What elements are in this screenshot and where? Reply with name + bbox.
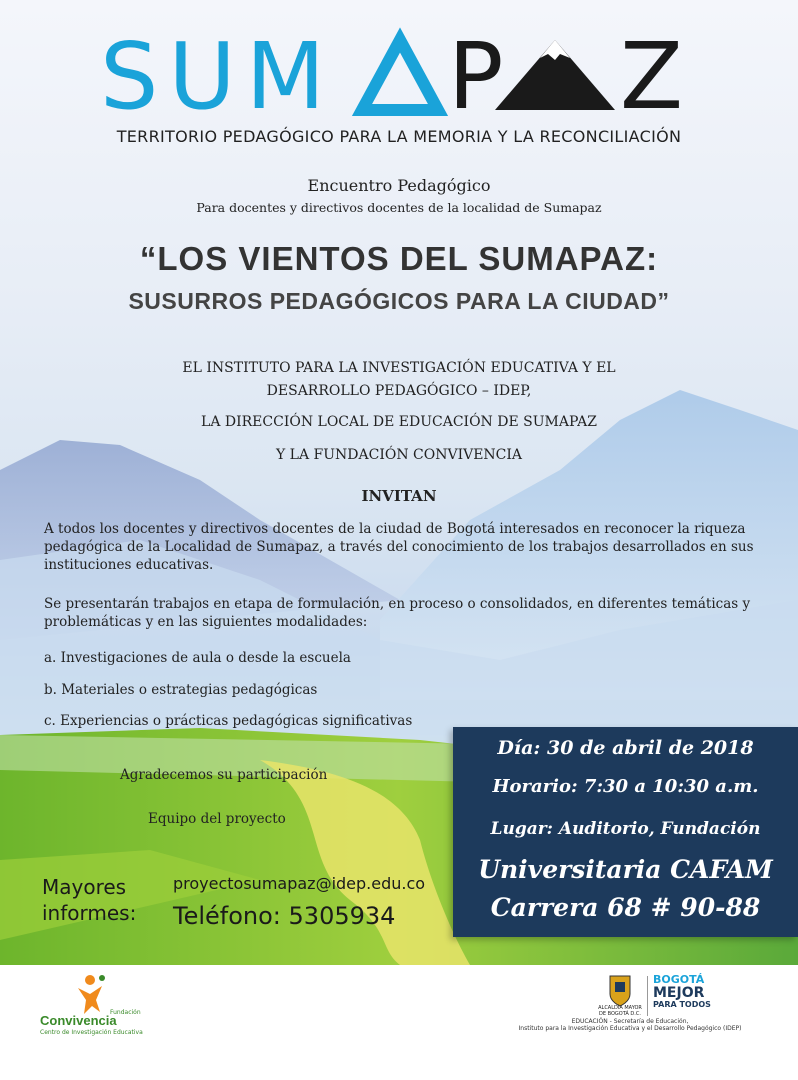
invitation-paragraph-1: A todos los docentes y directivos docentes de la ciudad de Bogotá interesados en reconocer la riqueza pedagógica de la Localidad de Sumapaz, a través del conocimiento de los trabajos desarrollados en sus instituciones educativas. xyxy=(44,521,754,573)
modality-item: c. Experiencias o prácticas pedagógicas significativas xyxy=(44,713,413,729)
contact-phone: Teléfono: 5305934 xyxy=(173,902,396,930)
svg-text:Z: Z xyxy=(620,23,684,130)
signature-text: Equipo del proyecto xyxy=(148,811,286,827)
event-address: Carrera 68 # 90-88 xyxy=(490,893,761,922)
alcaldia-text xyxy=(594,1005,646,1017)
bogota-mejor-logo xyxy=(653,974,713,1014)
event-place: Lugar: Auditorio, Fundación xyxy=(490,819,761,839)
modality-item: b. Materiales o estrategias pedagógicas xyxy=(44,682,318,698)
alcaldia-line-2: DE BOGOTÁ D.C. xyxy=(599,1011,641,1017)
event-date: Día: 30 de abril de 2018 xyxy=(497,737,754,759)
logo-text-dark: P xyxy=(448,23,504,130)
contact-label-line-1: Mayores xyxy=(42,875,127,899)
bogota-line-1: BOGOTÁ xyxy=(653,973,705,986)
event-subtitle: SUSURROS PEDAGÓGICOS PARA LA CIUDAD” xyxy=(128,288,670,314)
organizer-line-3: LA DIRECCIÓN LOCAL DE EDUCACIÓN DE SUMAPAZ xyxy=(201,414,597,430)
organizer-line-2: DESARROLLO PEDAGÓGICO – IDEP, xyxy=(266,383,532,399)
contact-email[interactable]: proyectosumapaz@idep.edu.co xyxy=(173,874,426,893)
convivencia-name: Convivencia xyxy=(40,1013,117,1028)
event-venue: Universitaria CAFAM xyxy=(478,855,773,884)
event-time: Horario: 7:30 a 10:30 a.m. xyxy=(492,776,759,797)
logo-text-blue: SUM xyxy=(100,23,336,130)
alcaldia-line-1: ALCALDÍA MAYOR xyxy=(598,1005,642,1011)
tagline: TERRITORIO PEDAGÓGICO PARA LA MEMORIA Y LA RECONCILIACIÓN xyxy=(116,127,682,146)
logo-triangle xyxy=(362,40,438,110)
education-credit-line-2: Instituto para la Investigación Educativa y el Desarrollo Pedagógico (IDEP) xyxy=(518,1025,742,1032)
event-details-box xyxy=(453,727,798,937)
convivencia-prefix: Fundación xyxy=(110,1009,141,1016)
modality-item: a. Investigaciones de aula o desde la escuela xyxy=(44,650,351,666)
event-audience: Para docentes y directivos docentes de la localidad de Sumapaz xyxy=(196,200,602,215)
bogota-line-2: MEJOR xyxy=(653,985,705,1001)
sumapaz-logo xyxy=(100,23,700,130)
organizer-line-4: Y LA FUNDACIÓN CONVIVENCIA xyxy=(275,447,523,463)
invitation-paragraph-2: Se presentarán trabajos en etapa de formulación, en proceso o consolidados, en diferentes temáticas y problemáticas y en las siguientes modalidades: xyxy=(44,596,751,630)
event-title: “LOS VIENTOS DEL SUMAPAZ: xyxy=(139,240,659,277)
thanks-text: Agradecemos su participación xyxy=(120,767,328,783)
bogota-line-3: PARA TODOS xyxy=(653,1000,711,1009)
event-type: Encuentro Pedagógico xyxy=(307,176,491,195)
organizer-line-1: EL INSTITUTO PARA LA INVESTIGACIÓN EDUCATIVA Y EL xyxy=(182,360,616,376)
contact-label xyxy=(42,874,162,926)
invitan-heading: INVITAN xyxy=(361,487,437,505)
logo-divider xyxy=(647,976,648,1016)
contact-label-line-2: informes: xyxy=(42,901,137,925)
convivencia-subtitle: Centro de Investigación Educativa xyxy=(40,1029,143,1036)
education-credit-line-1: EDUCACIÓN - Secretaría de Educación, xyxy=(571,1018,689,1025)
